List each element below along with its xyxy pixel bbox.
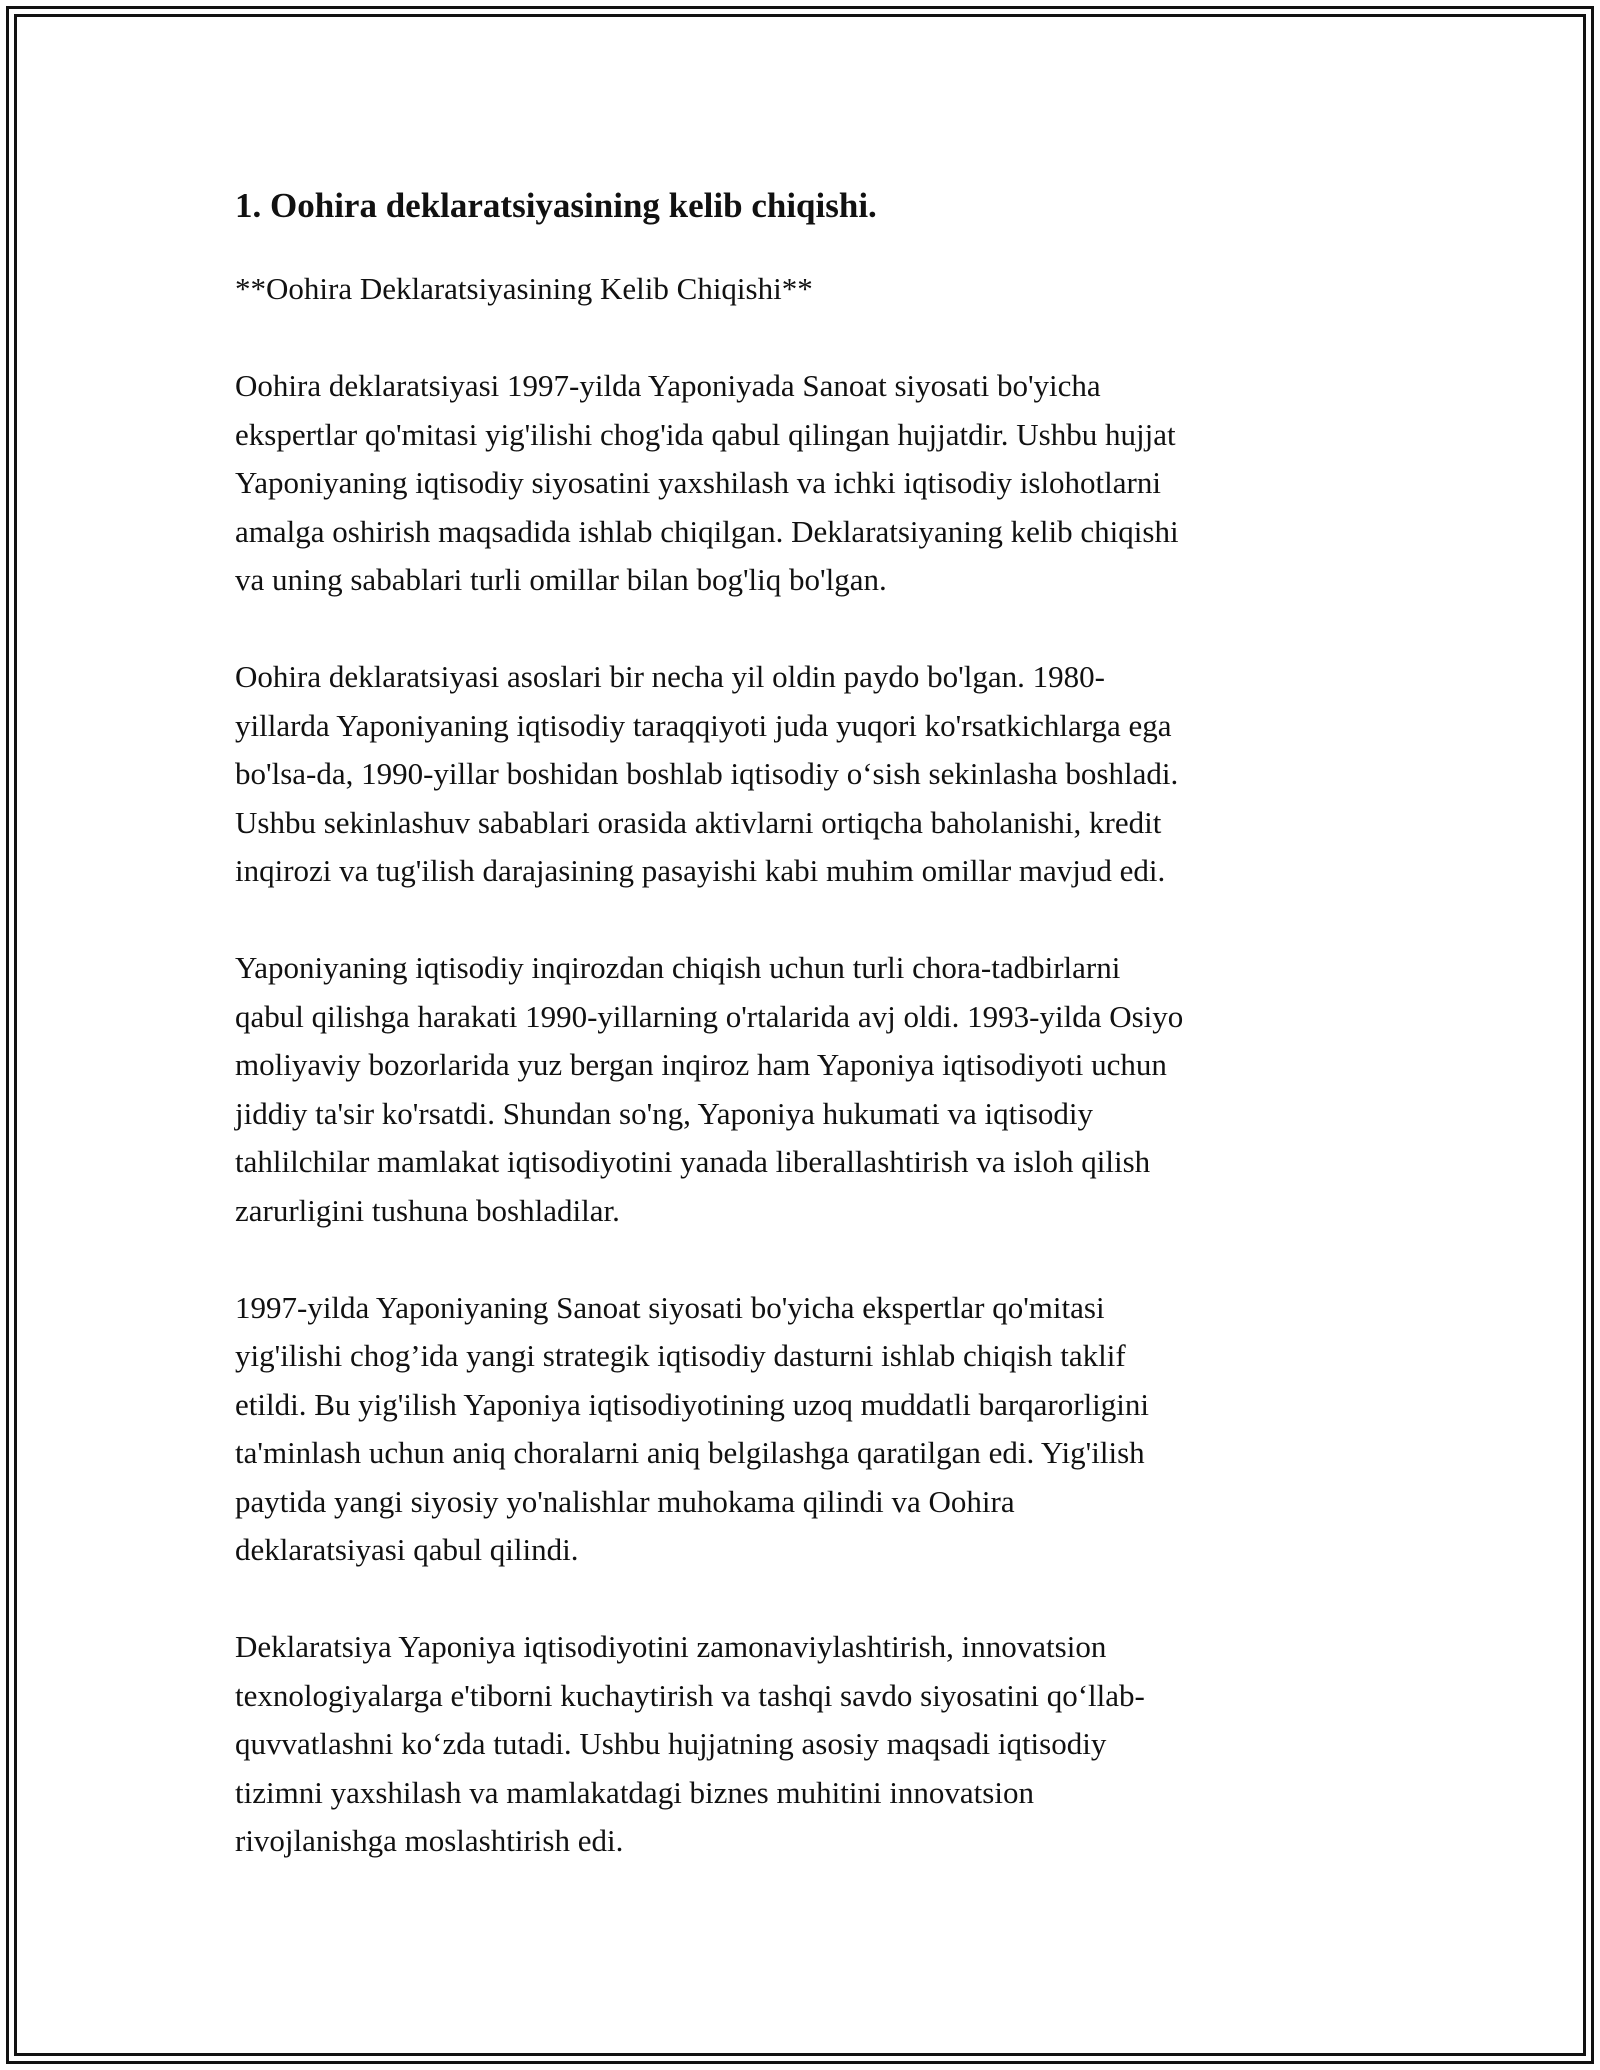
paragraph-line: yillarda Yaponiyaning iqtisodiy taraqqiyoti juda yuqori ko'rsatkichlarga ega — [235, 707, 1172, 743]
paragraph-line: paytida yangi siyosiy yo'nalishlar muhokama qilindi va Oohira — [235, 1483, 1015, 1519]
section-heading: 1. Oohira deklaratsiyasining kelib chiqishi. — [235, 186, 877, 225]
document-subtitle: **Oohira Deklaratsiyasining Kelib Chiqishi** — [235, 271, 813, 306]
paragraph-line: ekspertlar qo'mitasi yig'ilishi chog'ida qabul qilingan hujjatdir. Ushbu hujjat — [235, 416, 1176, 452]
paragraph — [235, 1284, 1365, 1575]
paragraph-line: inqirozi va tug'ilish darajasining pasayishi kabi muhim omillar mavjud edi. — [235, 853, 1166, 888]
paragraph-line: Oohira deklaratsiyasi asoslari bir necha yil oldin paydo bo'lgan. 1980- — [235, 659, 1105, 694]
paragraph-line: tizimni yaxshilash va mamlakatdagi biznes muhitini innovatsion — [235, 1774, 1034, 1810]
paragraph-line: Oohira deklaratsiyasi 1997-yilda Yaponiyada Sanoat siyosati bo'yicha — [235, 368, 1101, 403]
paragraph-line: va uning sabablari turli omillar bilan bog'liq bo'lgan. — [235, 562, 887, 597]
paragraph-line: qabul qilishga harakati 1990-yillarning o'rtalarida avj oldi. 1993-yilda Osiyo — [235, 998, 1184, 1034]
paragraph-line: moliyaviy bozorlarida yuz bergan inqiroz ham Yaponiya iqtisodiyoti uchun — [235, 1047, 1167, 1082]
paragraph-line: ta'minlash uchun aniq choralarni aniq belgilashga qaratilgan edi. Yig'ilish — [235, 1435, 1145, 1470]
paragraph-line: etildi. Bu yig'ilish Yaponiya iqtisodiyotining uzoq muddatli barqarorligini — [235, 1386, 1150, 1422]
paragraph-line: tahlilchilar mamlakat iqtisodiyotini yanada liberallashtirish va isloh qilish — [235, 1144, 1151, 1179]
paragraph-line: rivojlanishga moslashtirish edi. — [235, 1823, 624, 1858]
paragraph-line: Yaponiyaning iqtisodiy siyosatini yaxshilash va ichki iqtisodiy islohotlarni — [235, 465, 1161, 500]
paragraph-line: Yaponiyaning iqtisodiy inqirozdan chiqish uchun turli chora-tadbirlarni — [235, 950, 1121, 985]
paragraph-line: jiddiy ta'sir ko'rsatdi. Shundan so'ng, Yaponiya hukumati va iqtisodiy — [235, 1095, 1094, 1131]
paragraph-line: bo'lsa-da, 1990-yillar boshidan boshlab iqtisodiy o‘sish sekinlasha boshladi. — [235, 756, 1179, 791]
document-body — [235, 185, 1365, 1866]
paragraph — [235, 1623, 1365, 1866]
paragraph-line: deklaratsiyasi qabul qilindi. — [235, 1532, 579, 1567]
paragraph-line: amalga oshirish maqsadida ishlab chiqilgan. Deklaratsiyaning kelib chiqishi — [235, 513, 1179, 549]
paragraph — [235, 653, 1365, 896]
paragraph-line: Deklaratsiya Yaponiya iqtisodiyotini zamonaviylashtirish, innovatsion — [235, 1629, 1107, 1664]
paragraph-line: zarurligini tushuna boshladilar. — [235, 1192, 620, 1228]
paragraph — [235, 944, 1365, 1235]
paragraph-line: yig'ilishi chog’ida yangi strategik iqtisodiy dasturni ishlab chiqish taklif — [235, 1338, 1126, 1373]
paragraph-line: quvvatlashni ko‘zda tutadi. Ushbu hujjatning asosiy maqsadi iqtisodiy — [235, 1726, 1107, 1761]
paragraph-line: 1997-yilda Yaponiyaning Sanoat siyosati bo'yicha ekspertlar qo'mitasi — [235, 1289, 1105, 1325]
paragraph-line: texnologiyalarga e'tiborni kuchaytirish va tashqi savdo siyosatini qo‘llab- — [235, 1677, 1145, 1713]
paragraph-list — [235, 362, 1365, 1866]
paragraph — [235, 362, 1365, 605]
paragraph-line: Ushbu sekinlashuv sabablari orasida aktivlarni ortiqcha baholanishi, kredit — [235, 804, 1162, 840]
